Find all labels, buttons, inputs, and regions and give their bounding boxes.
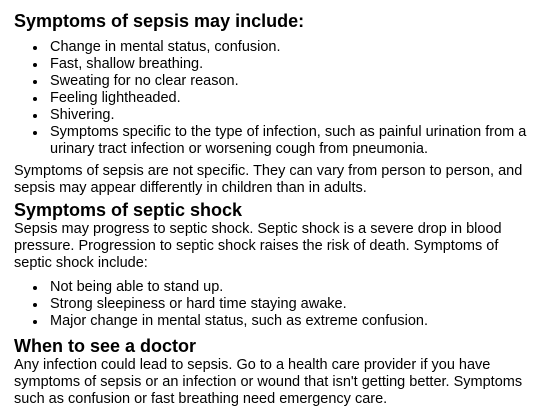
list-item: Sweating for no clear reason. (50, 73, 550, 90)
septic-shock-symptoms-list (14, 279, 550, 330)
sepsis-symptoms-list (14, 39, 550, 158)
list-item: Change in mental status, confusion. (50, 39, 550, 56)
list-item: Feeling lightheaded. (50, 90, 550, 107)
heading-sepsis-symptoms: Symptoms of sepsis may include: (14, 11, 305, 31)
heading-septic-shock: Symptoms of septic shock (14, 200, 243, 220)
list-item: Strong sleepiness or hard time staying awake. (50, 296, 550, 313)
list-item: Major change in mental status, such as extreme confusion. (50, 313, 550, 330)
list-item: Fast, shallow breathing. (50, 56, 550, 73)
list-item: Shivering. (50, 107, 550, 124)
heading-when-to-see-doctor: When to see a doctor (14, 336, 197, 356)
sepsis-note-paragraph: Symptoms of sepsis are not specific. They can vary from person to person, and sepsis may appear differently in children than in adults. (14, 163, 523, 196)
list-item: Symptoms specific to the type of infection, such as painful urination from a urinary tract infection or worsening cough from pneumonia. (50, 124, 550, 158)
septic-shock-intro-paragraph: Sepsis may progress to septic shock. Septic shock is a severe drop in blood pressure. Progression to septic shock raises the risk of death. Symptoms of septic shock include: (14, 221, 502, 271)
see-doctor-paragraph: Any infection could lead to sepsis. Go to a health care provider if you have symptoms of sepsis or an infection or wound that isn't getting better. Symptoms such as confusion or fast breathing need emergency care. (14, 357, 523, 407)
list-item: Not being able to stand up. (50, 279, 550, 296)
